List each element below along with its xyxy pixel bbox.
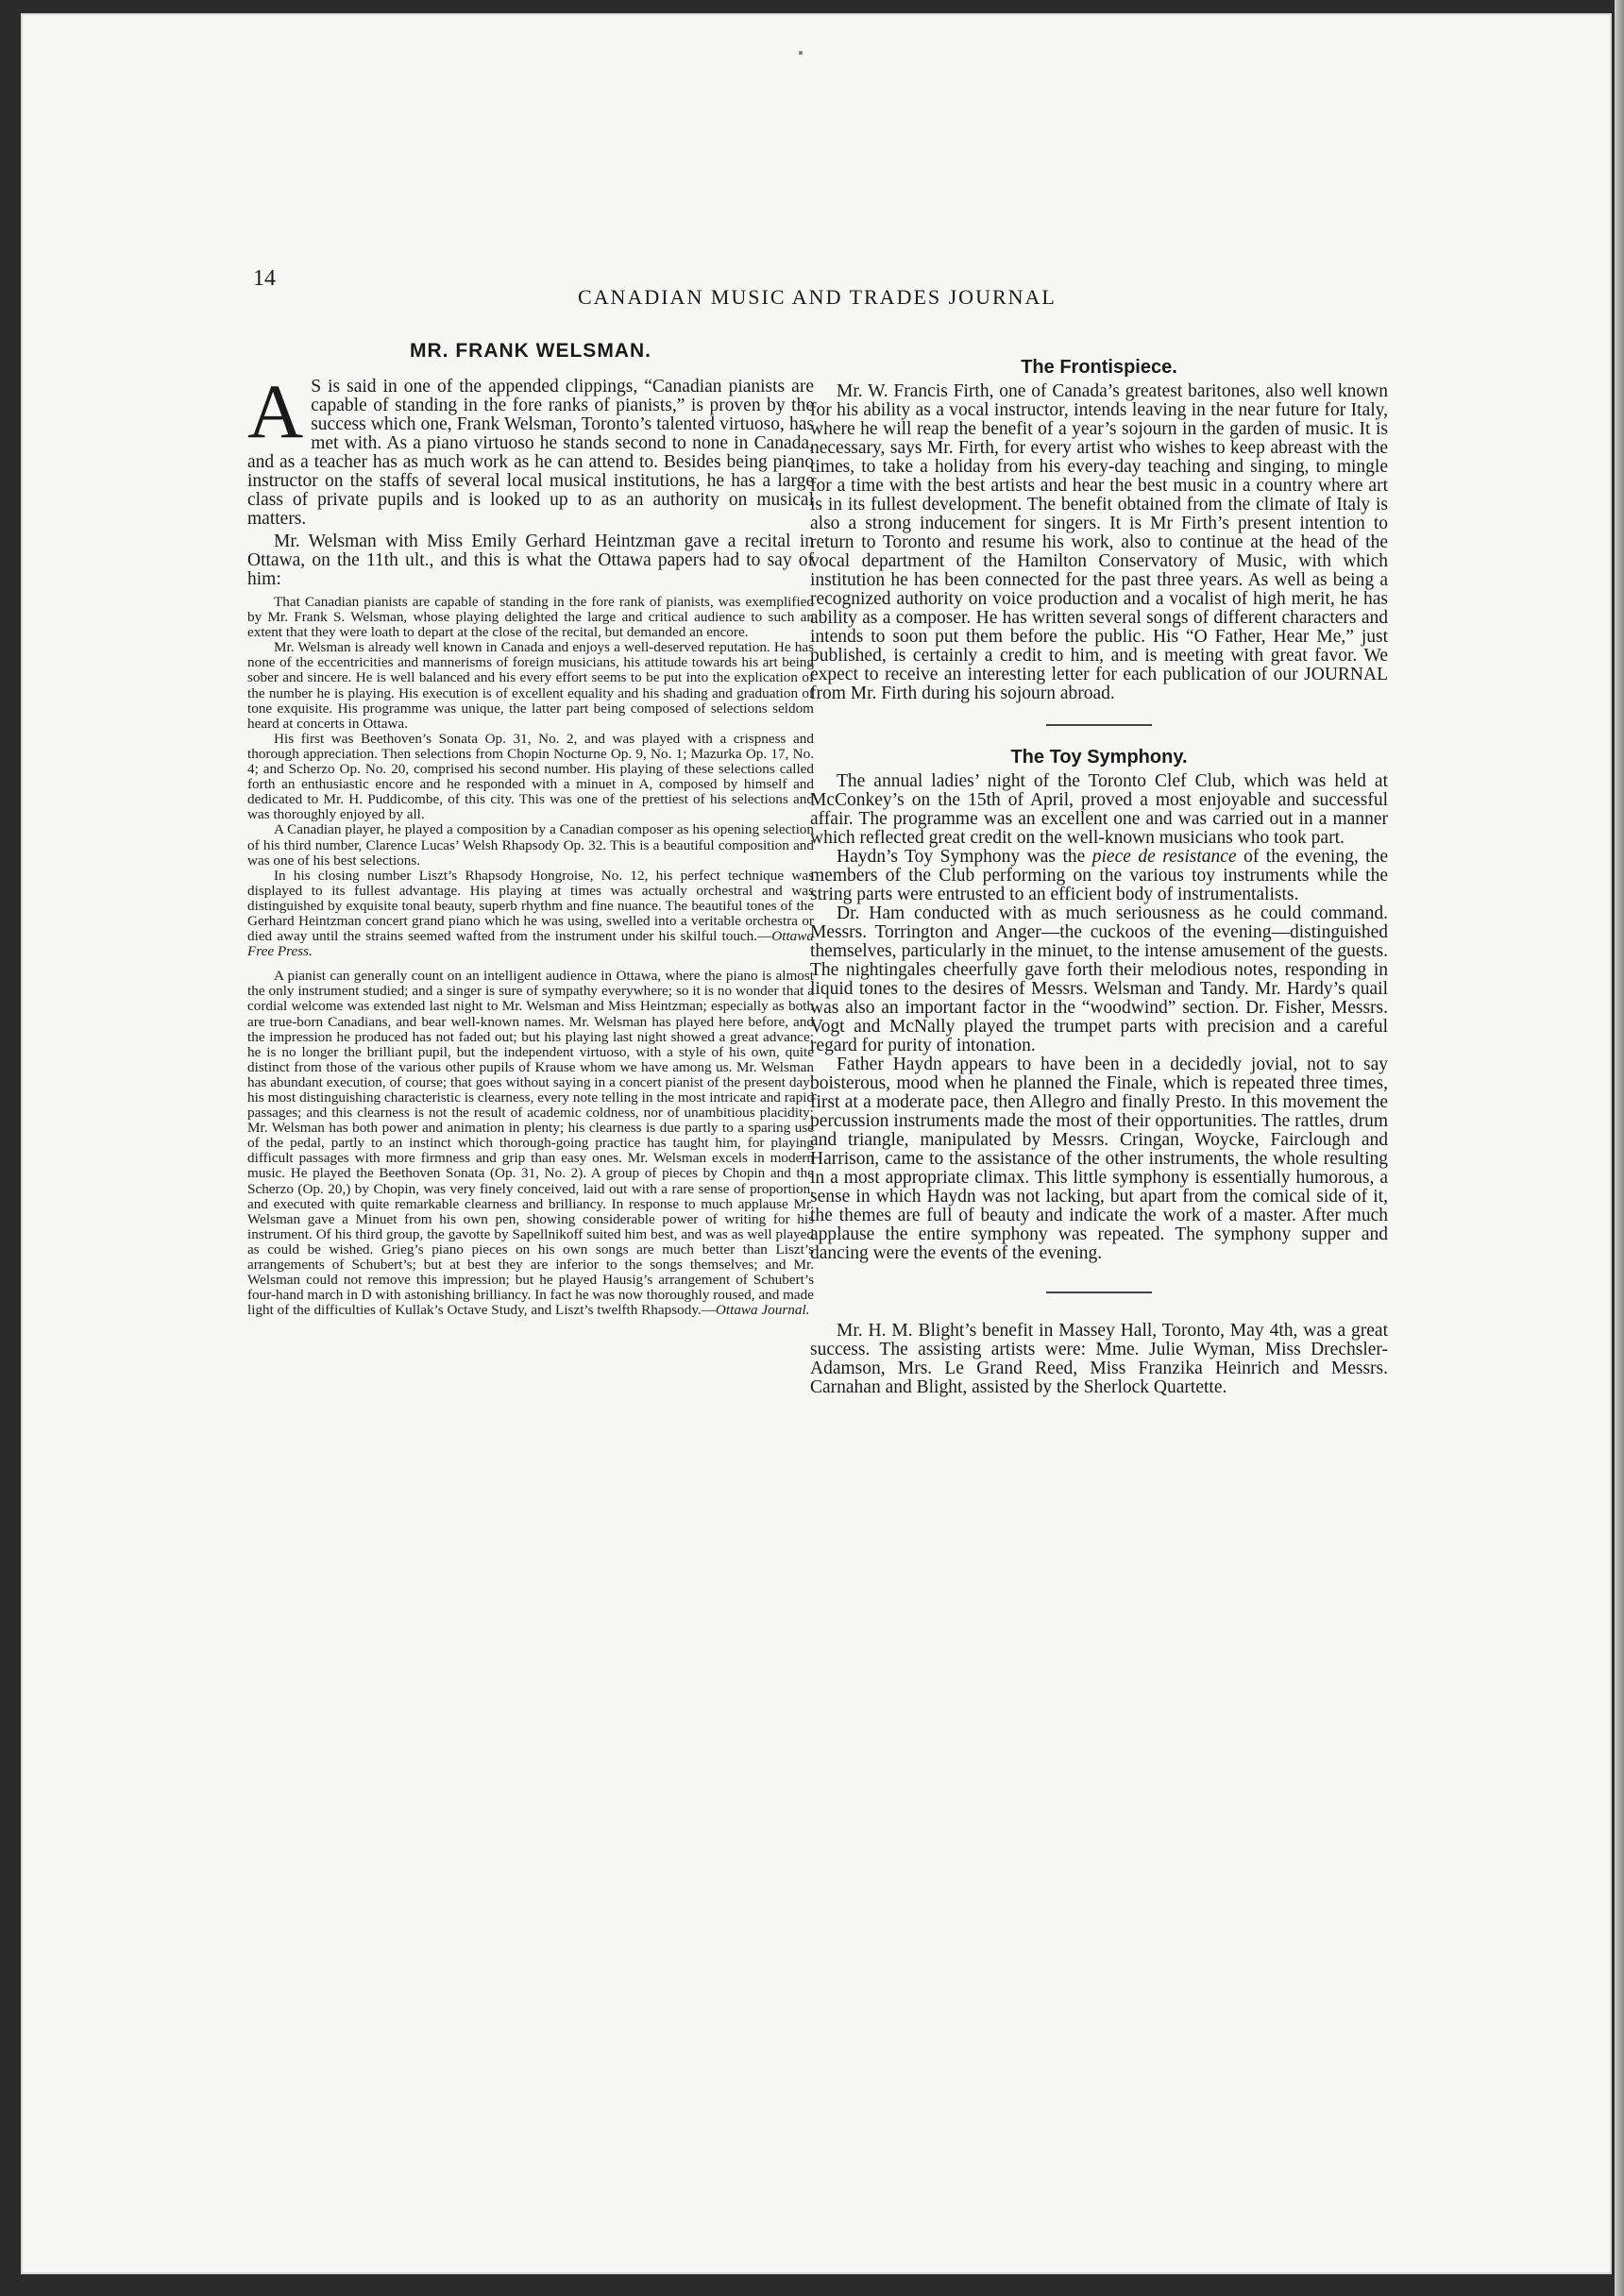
right-column <box>810 357 1388 1397</box>
quote-5-text: In his closing number Liszt’s Rhapsody Hongroise, No. 12, his perfect technique was displayed to its fullest advantage. His playing at times was actually orchestral and was distinguished by exquisite tonal beauty, superb rhythm and fine nuance. The beautiful tones of the Gerhard Heintzman concert grand piano which he was using, swelled into a veritable orchestra or died away until the strains seemed wafted from the instrument under his skilful touch.— <box>247 867 814 945</box>
press-quotes <box>247 595 814 1318</box>
toy-paragraph-4: Father Haydn appears to have been in a decidedly jovial, not to say boisterous, mood when he planned the Finale, which is repeated three times, first at a moderate pace, then Allegro and finally Presto. In this movement the percussion instruments made the most of their opportunities. The rattles, drum and triangle, manipulated by Messrs. Cringan, Woycke, Fairclough and Harrison, came to the assistance of the other instruments, the whole resulting in a most appropriate climax. This little symphony is essentially humorous, a sense in which Haydn was not lacking, but apart from the comical side of it, the themes are full of beauty and indicate the work of a master. After much applause the entire symphony was repeated. The symphony supper and dancing were the events of the evening. <box>810 1055 1388 1263</box>
quote-paragraph-6 <box>247 969 814 1318</box>
quote-paragraph-1: That Canadian pianists are capable of standing in the fore rank of pianists, was exemplified by Mr. Frank S. Welsman, whose playing delighted the large and critical audience to such an extent that they were loath to depart at the close of the recital, but demanded an encore. <box>247 594 814 641</box>
section-divider <box>1046 724 1152 726</box>
quote-paragraph-4: A Canadian player, he played a composition by a Canadian composer as his opening selection of his third number, Clarence Lucas’ Welsh Rhapsody Op. 32. This is a beautiful composition and was one of his best selections. <box>247 821 814 869</box>
quote-5-source: Ottawa Free Press. <box>247 928 814 960</box>
left-column <box>247 340 814 1318</box>
toy-p2-emphasis: piece de resistance <box>1091 847 1237 867</box>
welsman-intro-text: S is said in one of the appended clippings, “Canadian pianists are capable of standing in the fore ranks of pianists,” is proven by the success which one, Frank Welsman, Toronto’s talented virtuoso, has met with. As a piano virtuoso he stands second to none in Canada, and as a teacher has as much work as he can attend to. Besides being piano instructor on the staffs of several local musical institutions, he has a large class of private pupils and is looked up to as an authority on musical matters. <box>247 377 814 529</box>
frontispiece-paragraph: Mr. W. Francis Firth, one of Canada’s greatest baritones, also well known for his ability as a vocal instructor, intends leaving in the near future for Italy, where he will reap the benefit of a year’s sojourn in the garden of music. It is necessary, says Mr. Firth, for every artist who wishes to keep abreast with the times, to take a holiday from his every-day teaching and singing, to mingle for a time with the best artists and hear the best music in a country where art is in its fullest development. The benefit obtained from the climate of Italy is also a strong inducement for singers. It is Mr Firth’s present intention to return to Toronto and resume his work, also to continue at the head of the vocal department of the Hamilton Conservatory of Music, with which institution he has been connected for the past three years. As well as being a recognized authority on voice production and a vocalist of high merit, he has ability as a composer. He has written several songs of different characters and intends to soon put them before the public. His “O Father, Hear Me,” just published, is certainly a credit to him, and is meeting with great favor. We expect to receive an interesting letter for each publication of our JOURNAL from Mr. Firth during his sojourn abroad. <box>810 381 1388 703</box>
toy-paragraph-2 <box>810 848 1388 904</box>
blight-benefit-paragraph: Mr. H. M. Blight’s benefit in Massey Hall, Toronto, May 4th, was a great success. The assisting artists were: Mme. Julie Wyman, Miss Drechsler-Adamson, Mrs. Le Grand Reed, Miss Franzika Heinrich and Messrs. Carnahan and Blight, assisted by the Sherlock Quartette. <box>810 1321 1388 1397</box>
welsman-intro-paragraph <box>247 368 814 529</box>
drop-cap: A <box>247 368 304 454</box>
ink-speck <box>799 51 803 55</box>
quote-6-text: A pianist can generally count on an intelligent audience in Ottawa, where the piano is almost the only instrument studied; and a singer is sure of sympathy everywhere; so it is no wonder that a cordial welcome was extended last night to Mr. Welsman and Miss Heintzman; especially as both are true-born Canadians, and bear well-known names. Mr. Welsman has played here before, and the impression he produced has not faded out; but his playing last night showed a great advance; he is no longer the brilliant pupil, but the independent virtuoso, with a style of his own, quite distinct from those of the various other pupils of Krause whom we have among us. Mr. Welsman has abundant execution, of course; that goes without saying in a concert pianist of the present day; his most distinguishing characteristic is clearness, every note telling in the most intricate and rapid passages; and this clearness is not the result of academic coldness, nor of unambitious placidity; Mr. Welsman has both power and animation in plenty; his clearness is due partly to a sparing use of the pedal, partly to an instinct which thorough-going practice has taught him, for playing difficult passages with more firmness and grip than easy ones. Mr. Welsman excels in modern music. He played the Beethoven Sonata (Op. 31, No. 2). A group of pieces by Chopin and the Scherzo (Op. 20,) by Chopin, was very finely conceived, laid out with a rare sense of proportion, and executed with quite remarkable clearness and brilliancy. In response to much applause Mr. Welsman gave a Minuet from his own pen, showing considerable power of writing for his instrument. Of his third group, the gavotte by Sapellnikoff suited him best, and was as well played as could be wished. Grieg’s piano pieces on his own songs are much better than Liszt’s arrangements of Schubert’s; but at best they are inferior to the songs themselves; and Mr. Welsman could not remove this impression; but he played Hausig’s arrangement of Schubert’s four-hand march in D with astonishing brilliancy. In fact he was now thoroughly roused, and made light of the difficulties of Kullak’s Octave Study, and Liszt’s twelfth Rhapsody.— <box>247 968 814 1319</box>
page-edge-shadow <box>1615 0 1624 2296</box>
article-title-toy-symphony: The Toy Symphony. <box>1010 747 1188 768</box>
toy-paragraph-3: Dr. Ham conducted with as much seriousness as he could command. Messrs. Torrington and Anger—the cuckoos of the evening—distinguished themselves, particularly in the minuet, to the intense amusement of the guests. The nightingales cheerfully gave forth their melodious notes, responding in liquid tones to the desires of Messrs. Welsman and Tandy. Mr. Hardy’s quail was also an important factor in the “woodwind” section. Dr. Fisher, Messrs. Vogt and McNally played the trumpet parts with precision and a careful regard for purity of intonation. <box>810 903 1388 1055</box>
page-number: 14 <box>253 266 276 291</box>
quote-paragraph-3: His first was Beethoven’s Sonata Op. 31, No. 2, and was played with a crispness and thorough appreciation. Then selections from Chopin Nocturne Op. 9, No. 1; Mazurka Op. 17, No. 4; and Scherzo Op. No. 20, comprised his second number. His playing of these selections called forth an enthusiastic encore and he responded with a minuet in A, composed by himself and dedicated to Mr. H. Puddicombe, of this city. This was one of the prettiest of his selections and was thoroughly enjoyed by all. <box>247 730 814 823</box>
welsman-recital-paragraph: Mr. Welsman with Miss Emily Gerhard Heintzman gave a recital in Ottawa, on the 11th ult., and this is what the Ottawa papers had to say of him: <box>247 532 814 589</box>
quote-paragraph-5 <box>247 869 814 960</box>
article-title-welsman: MR. FRANK WELSMAN. <box>410 340 651 362</box>
quote-paragraph-2: Mr. Welsman is already well known in Canada and enjoys a well-deserved reputation. He has none of the eccentricities and mannerisms of foreign musicians, his attitude towards his art being sober and sincere. He is well balanced and his every effort seems to be put into the explication of the number he is playing. His execution is of excellent equality and his shading and graduation of tone exquisite. His programme was unique, the latter part being composed of selections seldom heard at concerts in Ottawa. <box>247 639 814 732</box>
toy-p2-text-b: of the evening, the members of the Club performing on the various toy instruments while the string parts were entrusted to an efficient body of instrumentalists. <box>810 847 1388 904</box>
toy-paragraph-1: The annual ladies’ night of the Toronto Clef Club, which was held at McConkey’s on the 15th of April, proved a most enjoyable and successful affair. The programme was an excellent one and was carried out in a manner which reflected great credit on the well-known musicians who took part. <box>810 771 1388 848</box>
article-title-frontispiece: The Frontispiece. <box>1021 357 1177 378</box>
quote-6-source: Ottawa Journal. <box>715 1302 810 1319</box>
running-head: CANADIAN MUSIC AND TRADES JOURNAL <box>578 285 1057 309</box>
section-divider <box>1046 1292 1152 1293</box>
toy-p2-text-a: Haydn’s Toy Symphony was the <box>837 847 1092 867</box>
